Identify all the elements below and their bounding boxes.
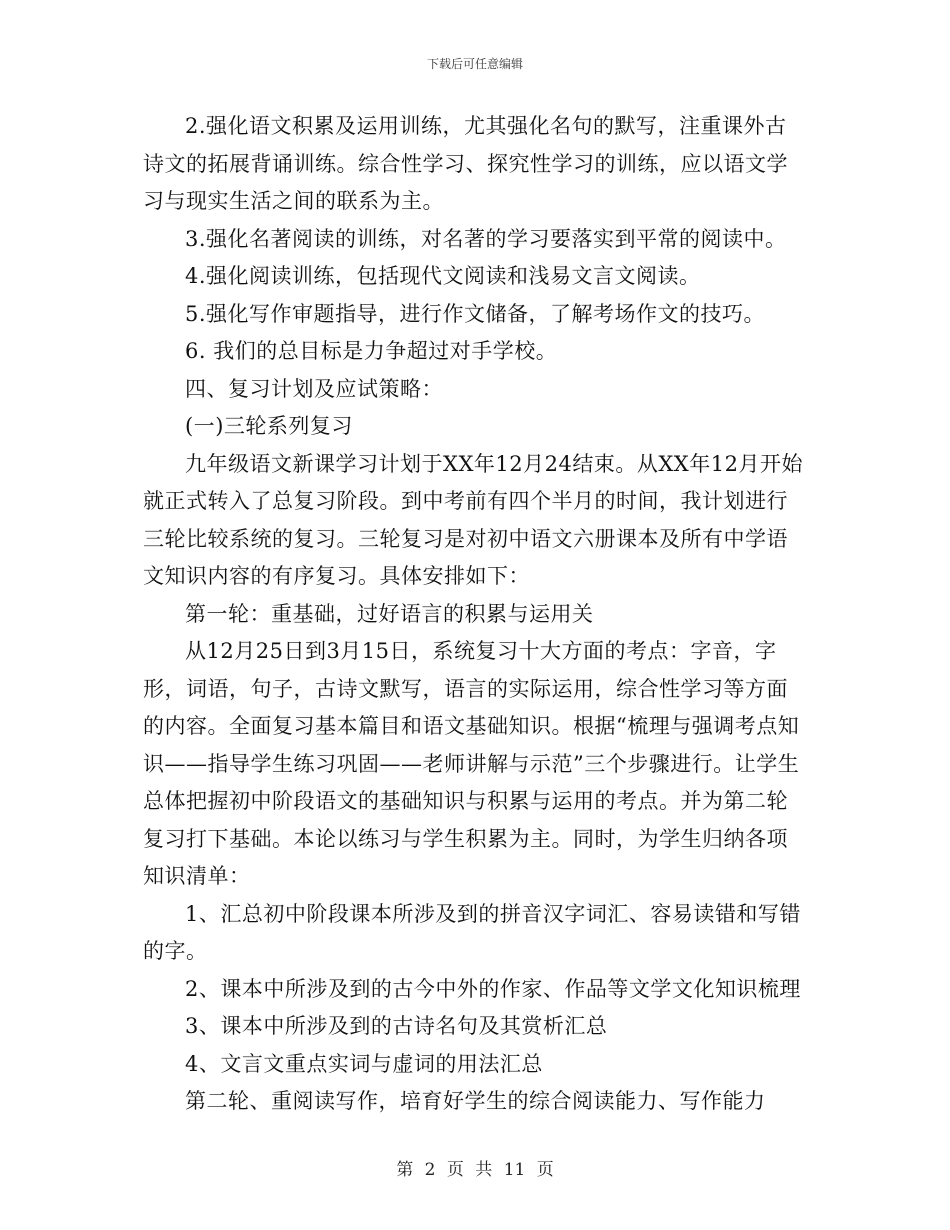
- list-item: 3、课本中所涉及到的古诗名句及其赏析汇总: [185, 1014, 608, 1038]
- subsection-heading: (一)三轮系列复习: [185, 414, 353, 438]
- document-body: [143, 108, 808, 1121]
- round-heading: 第一轮：重基础，过好语言的积累与运用关: [185, 601, 594, 626]
- paragraph: 2.强化语文积累及运用训练，尤其强化名句的默写，注重课外古诗文的拓展背诵训练。综合性学习、探究性学习的训练，应以语文学习与现实生活之间的联系为主。: [143, 114, 788, 213]
- page-footer: 第 2 页 共 11 页: [396, 1160, 554, 1180]
- paragraph: 九年级语文新课学习计划于XX年12月24结束。从XX年12月开始就正式转入了总复习阶段。到中考前有四个半月的时间，我计划进行三轮比较系统的复习。三轮复习是对初中语文六册课本及所有中学语文知识内容的有序复习。具体安排如下：: [143, 451, 803, 588]
- round-heading: 第二轮、重阅读写作，培育好学生的综合阅读能力、写作能力: [185, 1089, 766, 1113]
- page-header: 下载后可任意编辑: [426, 57, 523, 71]
- list-item: 1、汇总初中阶段课本所涉及到的拼音汉字词汇、容易读错和写错的字。: [143, 901, 801, 963]
- paragraph: 6. 我们的总目标是力争超过对手学校。: [185, 339, 558, 363]
- paragraph: 5.强化写作审题指导，进行作文储备，了解考场作文的技巧。: [185, 301, 766, 326]
- paragraph: 3.强化名著阅读的训练，对名著的学习要落实到平常的阅读中。: [185, 226, 787, 251]
- paragraph: 从12月25日到3月15日，系统复习十大方面的考点：字音，字形，词语，句子，古诗文默写，语言的实际运用，综合性学习等方面的内容。全面复习基本篇目和语文基础知识。根据“梳理与强调考点知识——指导学生练习巩固——老师讲解与示范”三个步骤进行。让学生总体把握初中阶段语文的基础知识与积累与运用的考点。并为第二轮复习打下基础。本论以练习与学生积累为主。同时，为学生归纳各项知识清单：: [143, 639, 800, 888]
- paragraph: 4.强化阅读训练，包括现代文阅读和浅易文言文阅读。: [185, 264, 701, 288]
- list-item: 2、课本中所涉及到的古今中外的作家、作品等文学文化知识梳理: [185, 976, 801, 1001]
- list-item: 4、文言文重点实词与虚词的用法汇总: [185, 1051, 543, 1076]
- section-heading: 四、复习计划及应试策略：: [185, 376, 443, 401]
